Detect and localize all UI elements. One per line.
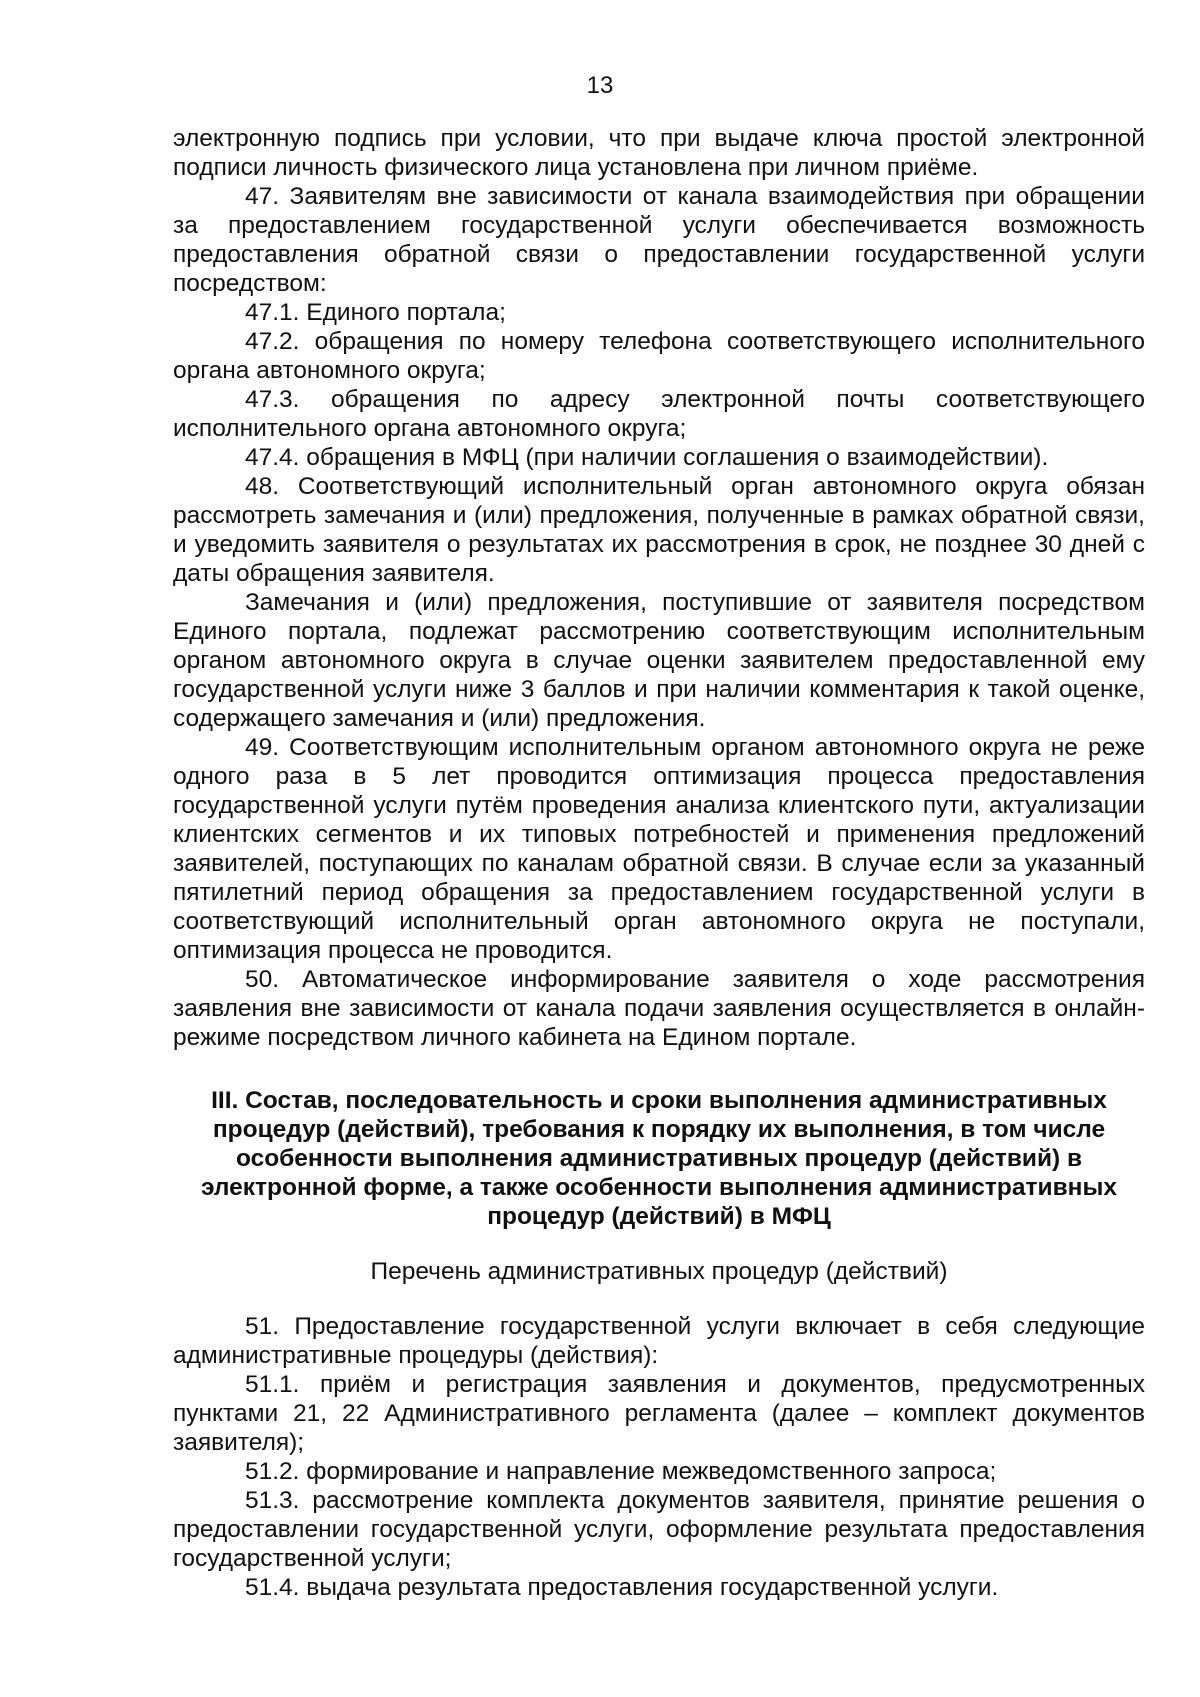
paragraph: 48. Соответствующий исполнительный орган автономного округа обязан рассмотреть замечания и (или) предложения, полученные в рамках обратной связи, и уведомить заявителя о результатах их рассмотрения в срок, не позднее 30 дней с даты обращения заявителя.	[173, 473, 1145, 587]
paragraph: 51.2. формирование и направление межведомственного запроса;	[245, 1458, 997, 1485]
paragraph: 49. Соответствующим исполнительным органом автономного округа не реже одного раза в 5 лет проводится оптимизация процесса предоставления государственной услуги путём проведения анализа клиентского пути, актуализации клиентских сегментов и их типовых потребностей и применения предложений заявителей, поступающих по каналам обратной связи. В случае если за указанный пятилетний период обращения за предоставлением государственной услуги в соответствующий исполнительный орган автономного округа не поступали, оптимизация процесса не проводится.	[173, 734, 1145, 964]
paragraph: 47.2. обращения по номеру телефона соответствующего исполнительного органа автономного округа;	[173, 328, 1145, 384]
paragraph: 51. Предоставление государственной услуги включает в себя следующие административные процедуры (действия):	[173, 1313, 1145, 1369]
paragraph: 51.3. рассмотрение комплекта документов заявителя, принятие решения о предоставлении государственной услуги, оформление результата предоставления государственной услуги;	[173, 1487, 1145, 1572]
paragraph: электронную подпись при условии, что при выдаче ключа простой электронной подписи личность физического лица установлена при личном приёме.	[173, 125, 1145, 181]
paragraph: 47.4. обращения в МФЦ (при наличии соглашения о взаимодействии).	[245, 444, 1049, 471]
document-body	[173, 124, 1145, 1602]
subsection-heading: Перечень административных процедур (действий)	[370, 1258, 948, 1285]
paragraph: 50. Автоматическое информирование заявителя о ходе рассмотрения заявления вне зависимости от канала подачи заявления осуществляется в онлайн-режиме посредством личного кабинета на Едином портале.	[173, 966, 1145, 1051]
paragraph: 51.1. приём и регистрация заявления и документов, предусмотренных пунктами 21, 22 Административного регламента (далее – комплект документов заявителя);	[173, 1371, 1145, 1456]
paragraph: 47.1. Единого портала;	[245, 299, 506, 326]
paragraph: 51.4. выдача результата предоставления государственной услуги.	[245, 1574, 999, 1601]
paragraph: 47. Заявителям вне зависимости от канала взаимодействия при обращении за предоставлением государственной услуги обеспечивается возможность предоставления обратной связи о предоставлении государственной услуги посредством:	[173, 183, 1145, 297]
paragraph: Замечания и (или) предложения, поступившие от заявителя посредством Единого портала, подлежат рассмотрению соответствующим исполнительным органом автономного округа в случае оценки заявителем предоставленной ему государственной услуги ниже 3 баллов и при наличии комментария к такой оценке, содержащего замечания и (или) предложения.	[173, 589, 1145, 732]
section-heading: III. Состав, последовательность и сроки выполнения административных процедур (действий), требования к порядку их выполнения, в том числе особенности выполнения административных процедур (действий) в электронной форме, а также особенности выполнения административных процедур (действий) в МФЦ	[200, 1087, 1117, 1230]
page-number: 13	[586, 72, 614, 99]
paragraph: 47.3. обращения по адресу электронной почты соответствующего исполнительного органа автономного округа;	[173, 386, 1145, 442]
